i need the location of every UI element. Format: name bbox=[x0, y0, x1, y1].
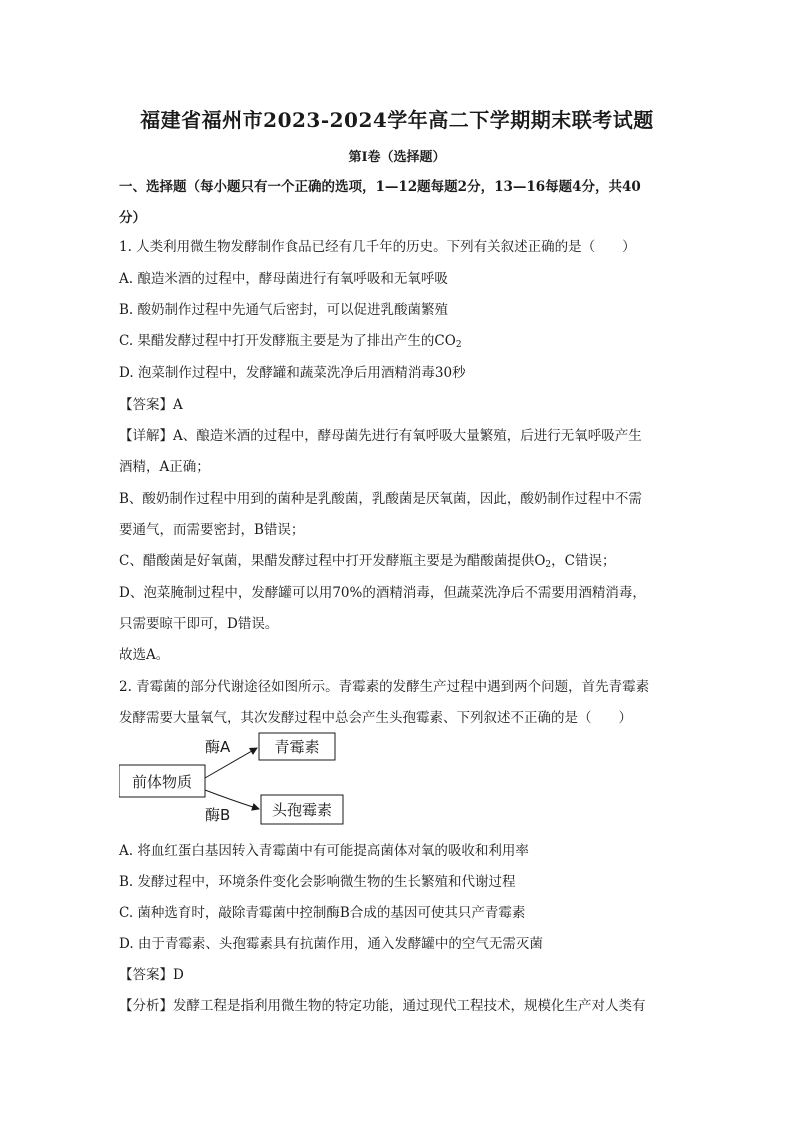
source-label: 前体物质 bbox=[131, 773, 193, 791]
question-1-explanation-line: 故选A。 bbox=[119, 647, 170, 663]
question-2-option-a: A. 将血红蛋白基因转入青霉菌中有可能提高菌体对氧的吸收和利用率 bbox=[119, 843, 529, 859]
question-1-option-d: D. 泡菜制作过程中，发酵罐和蔬菜洗净后用酒精消毒30秒 bbox=[119, 365, 466, 381]
pathway-svg bbox=[119, 730, 359, 830]
option-c-text: C. 果醋发酵过程中打开发酵瓶主要是为了排出产生的CO bbox=[119, 333, 456, 349]
product-b-label: 头孢霉素 bbox=[271, 801, 333, 819]
explanation-c-tail: ，C错误； bbox=[551, 553, 616, 569]
question-2-analysis: 【分析】发酵工程是指利用微生物的特定功能，通过现代工程技术，规模化生产对人类有 bbox=[119, 998, 646, 1014]
question-2-option-c: C. 菌种选育时，敲除青霉菌中控制酶B合成的基因可使其只产青霉素 bbox=[119, 905, 526, 921]
question-2-stem-cont: 发酵需要大量氧气，其次发酵过程中总会产生头孢霉素、下列叙述不正确的是（ ） bbox=[119, 710, 632, 726]
subscript: 2 bbox=[545, 560, 552, 570]
enzyme-a-label: 酶A bbox=[205, 738, 231, 756]
question-1-explanation-line: 酒精，A正确； bbox=[119, 459, 210, 475]
page-subtitle: 第Ⅰ卷（选择题） bbox=[348, 150, 446, 165]
page-title: 福建省福州市2023-2024学年高二下学期期末联考试题 bbox=[140, 108, 654, 132]
question-1-stem: 1. 人类利用微生物发酵制作食品已经有几千年的历史。下列有关叙述正确的是（ ） bbox=[119, 239, 636, 255]
question-2-answer: 【答案】D bbox=[119, 967, 184, 983]
section-heading: 一、选择题（每小题只有一个正确的选项，1—12题每题2分，13—16每题4分，共40 bbox=[119, 179, 641, 195]
question-1-explanation-line: 要通气，而需要密封，B错误； bbox=[119, 522, 305, 538]
question-1-explanation-line: 【详解】A、酿造米酒的过程中，酵母菌先进行有氧呼吸大量繁殖，后进行无氧呼吸产生 bbox=[119, 428, 642, 444]
subscript: 2 bbox=[455, 340, 462, 350]
question-1-option-a: A. 酿造米酒的过程中，酵母菌进行有氧呼吸和无氧呼吸 bbox=[119, 271, 448, 287]
explanation-c-text: C、醋酸菌是好氧菌，果醋发酵过程中打开发酵瓶主要是为醋酸菌提供O bbox=[119, 553, 546, 569]
metabolic-pathway-diagram bbox=[119, 730, 359, 830]
product-a-label: 青霉素 bbox=[274, 738, 320, 756]
question-2-option-b: B. 发酵过程中，环境条件变化会影响微生物的生长繁殖和代谢过程 bbox=[119, 874, 516, 890]
question-1-explanation-line: B、酸奶制作过程中用到的菌种是乳酸菌，乳酸菌是厌氧菌，因此，酸奶制作过程中不需 bbox=[119, 491, 642, 507]
section-heading-cont: 分） bbox=[119, 210, 146, 226]
question-2-option-d: D. 由于青霉素、头孢霉素具有抗菌作用，通入发酵罐中的空气无需灭菌 bbox=[119, 936, 543, 952]
question-1-option-b: B. 酸奶制作过程中先通气后密封，可以促进乳酸菌繁殖 bbox=[119, 302, 449, 318]
question-1-explanation-line bbox=[119, 552, 615, 574]
question-2-stem: 2. 青霉菌的部分代谢途径如图所示。青霉素的发酵生产过程中遇到两个问题，首先青霉素 bbox=[119, 679, 650, 695]
question-1-explanation-line: 只需要晾干即可，D错误。 bbox=[119, 616, 279, 632]
question-1-explanation-line: D、泡菜腌制过程中，发酵罐可以用70%的酒精消毒，但蔬菜洗净后不需要用酒精消毒， bbox=[119, 585, 646, 601]
enzyme-b-label: 酶B bbox=[205, 806, 231, 824]
question-1-answer: 【答案】A bbox=[119, 397, 183, 413]
question-1-option-c bbox=[119, 332, 462, 354]
